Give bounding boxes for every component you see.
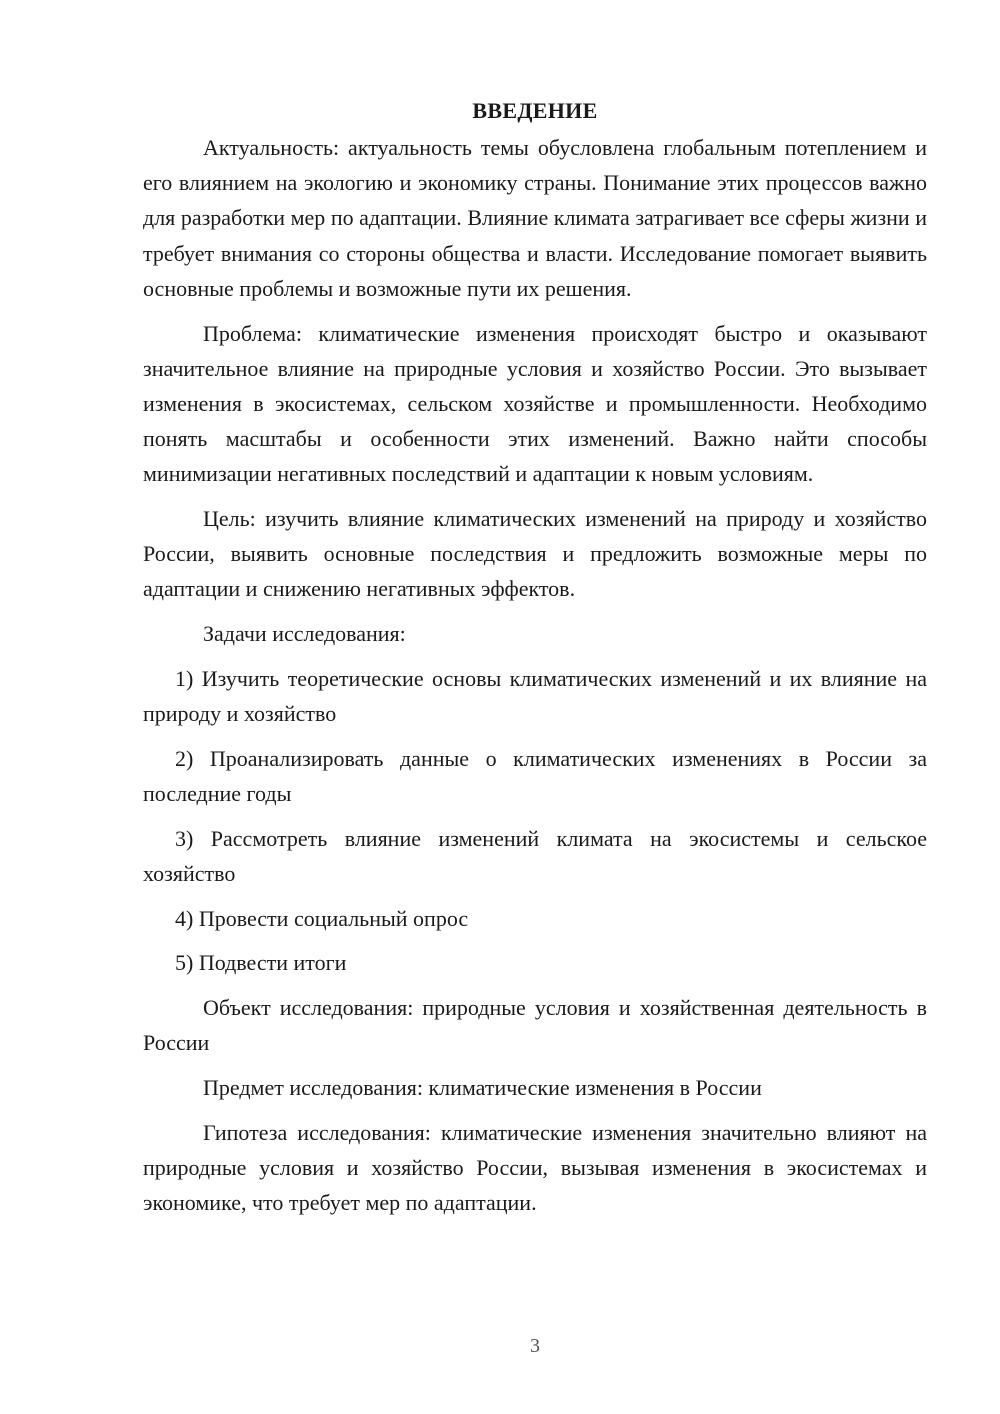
task-item-5: 5) Подвести итоги <box>175 950 347 976</box>
paragraph-subject: Предмет исследования: климатические изменения в России <box>203 1074 762 1100</box>
paragraph-object: Объект исследования: природные условия и хозяйственная деятельность в России <box>143 994 927 1056</box>
page-number: 3 <box>530 1335 540 1357</box>
paragraph-relevance: Актуальность: актуальность темы обусловлена глобальным потеплением и его влиянием на экологию и экономику страны. Понимание этих процессов важно для разработки мер по адаптации. Влияние климата затрагивает все сферы жизни и требует внимания со стороны общества и власти. Исследование помогает выявить основные проблемы и возможные пути их решения. <box>143 135 927 301</box>
paragraph-hypothesis: Гипотеза исследования: климатические изменения значительно влияют на природные условия и хозяйство России, вызывая изменения в экосистемах и экономике, что требует мер по адаптации. <box>143 1119 927 1215</box>
paragraph-tasks-heading: Задачи исследования: <box>203 621 406 647</box>
paragraph-goal: Цель: изучить влияние климатических изменений на природу и хозяйство России, выявить основные последствия и предложить возможные меры по адаптации и снижению негативных эффектов. <box>143 506 927 602</box>
task-item-4: 4) Провести социальный опрос <box>175 905 469 931</box>
page-content <box>143 96 927 1230</box>
paragraph-problem: Проблема: климатические изменения происходят быстро и оказывают значительное влияние на природные условия и хозяйство России. Это вызывает изменения в экосистемах, сельском хозяйстве и промышленности. Необходимо понять масштабы и особенности этих изменений. Важно найти способы минимизации негативных последствий и адаптации к новым условиям. <box>143 320 927 487</box>
task-item-1: 1) Изучить теоретические основы климатических изменений и их влияние на природу и хозяйство <box>143 665 927 727</box>
task-item-2: 2) Проанализировать данные о климатических изменениях в России за последние годы <box>143 745 927 806</box>
task-item-3: 3) Рассмотреть влияние изменений климата на экосистемы и сельское хозяйство <box>143 825 927 886</box>
section-title: ВВЕДЕНИЕ <box>472 98 598 123</box>
